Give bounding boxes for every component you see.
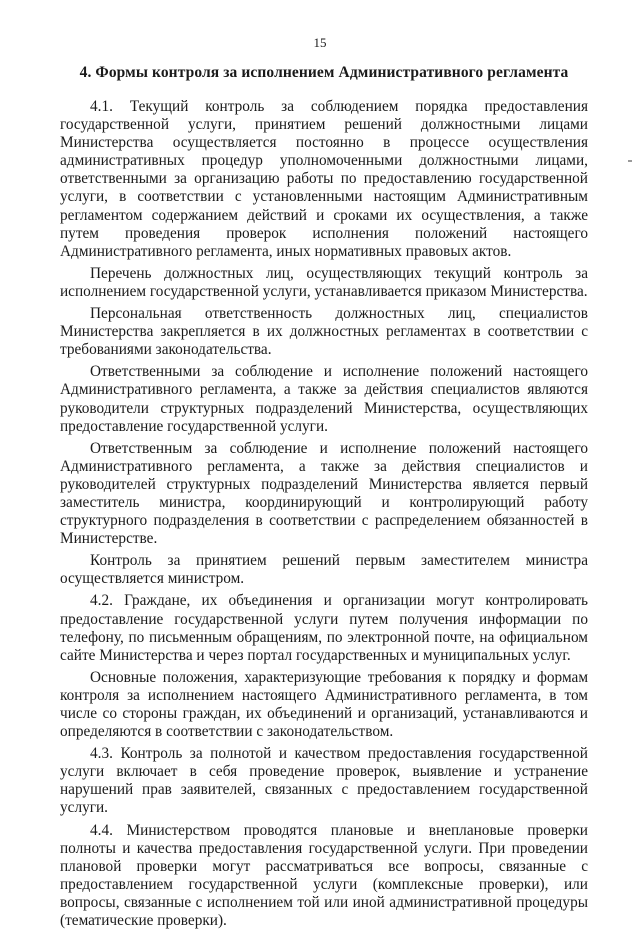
paragraph-4-1: 4.1. Текущий контроль за соблюдением порядка предоставления государственной услуги, принятием решений должностными лицами Министерства осуществляется постоянно в процессе осуществления административных процедур уполномоченными должностными лицами, ответственными за организацию работы по предоставлению государственной услуги, в соответствии с установленными настоящим Административным регламентом содержанием действий и сроками их осуществления, а также путем проведения проверок исполнения положений настоящего Административного регламента, иных нормативных правовых актов. xyxy=(60,98,588,260)
paragraph-4-3: 4.3. Контроль за полнотой и качеством предоставления государственной услуги включает в себя проведение проверок, выявление и устранение нарушений прав заявителей, связанных с предоставлением государственной услуги. xyxy=(60,745,588,817)
paragraph-personal-responsibility: Персональная ответственность должностных лиц, специалистов Министерства закрепляется в их должностных регламентах в соответствии с требованиями законодательства. xyxy=(60,305,588,359)
paragraph-4-4: 4.4. Министерством проводятся плановые и внеплановые проверки полноты и качества предоставления государственной услуги. При проведении плановой проверки могут рассматриваться все вопросы, связанные с предоставлением государственной услуги (комплексные проверки), или вопросы, связанные с исполнением той или иной административной процедуры (тематические проверки). xyxy=(60,821,588,930)
body-text xyxy=(60,98,588,934)
paragraph-4-2: 4.2. Граждане, их объединения и организации могут контролировать предоставление государственной услуги путем получения информации по телефону, по письменным обращениям, по электронной почте, на официальном сайте Министерства и через портал государственных и муниципальных услуг. xyxy=(60,592,588,664)
paragraph-responsible-heads: Ответственными за соблюдение и исполнение положений настоящего Административного регламента, а также за действия специалистов являются руководители структурных подразделений Министерства, осуществляющих предоставление государственной услуги. xyxy=(60,363,588,435)
section-title: 4. Формы контроля за исполнением Административного регламента xyxy=(79,64,569,81)
scan-artifact-mark xyxy=(628,160,632,162)
paragraph-decision-control: Контроль за принятием решений первым заместителем министра осуществляется министром. xyxy=(60,552,588,588)
paragraph-main-provisions: Основные положения, характеризующие требования к порядку и формам контроля за исполнением настоящего Административного регламента, в том числе со стороны граждан, их объединений и организаций, устанавливаются и определяются в соответствии с законодательством. xyxy=(60,668,588,741)
paragraph-officials-list: Перечень должностных лиц, осуществляющих текущий контроль за исполнением государственной услуги, устанавливается приказом Министерства. xyxy=(60,264,588,300)
page-number: 15 xyxy=(313,35,327,50)
paragraph-responsible-first-deputy: Ответственным за соблюдение и исполнение положений настоящего Административного регламента, а также за действия специалистов и руководителей структурных подразделений Министерства является первый заместитель министра, координирующий и контролирующий работу структурного подразделения в соответствии с распределением обязанностей в Министерстве. xyxy=(60,439,588,548)
